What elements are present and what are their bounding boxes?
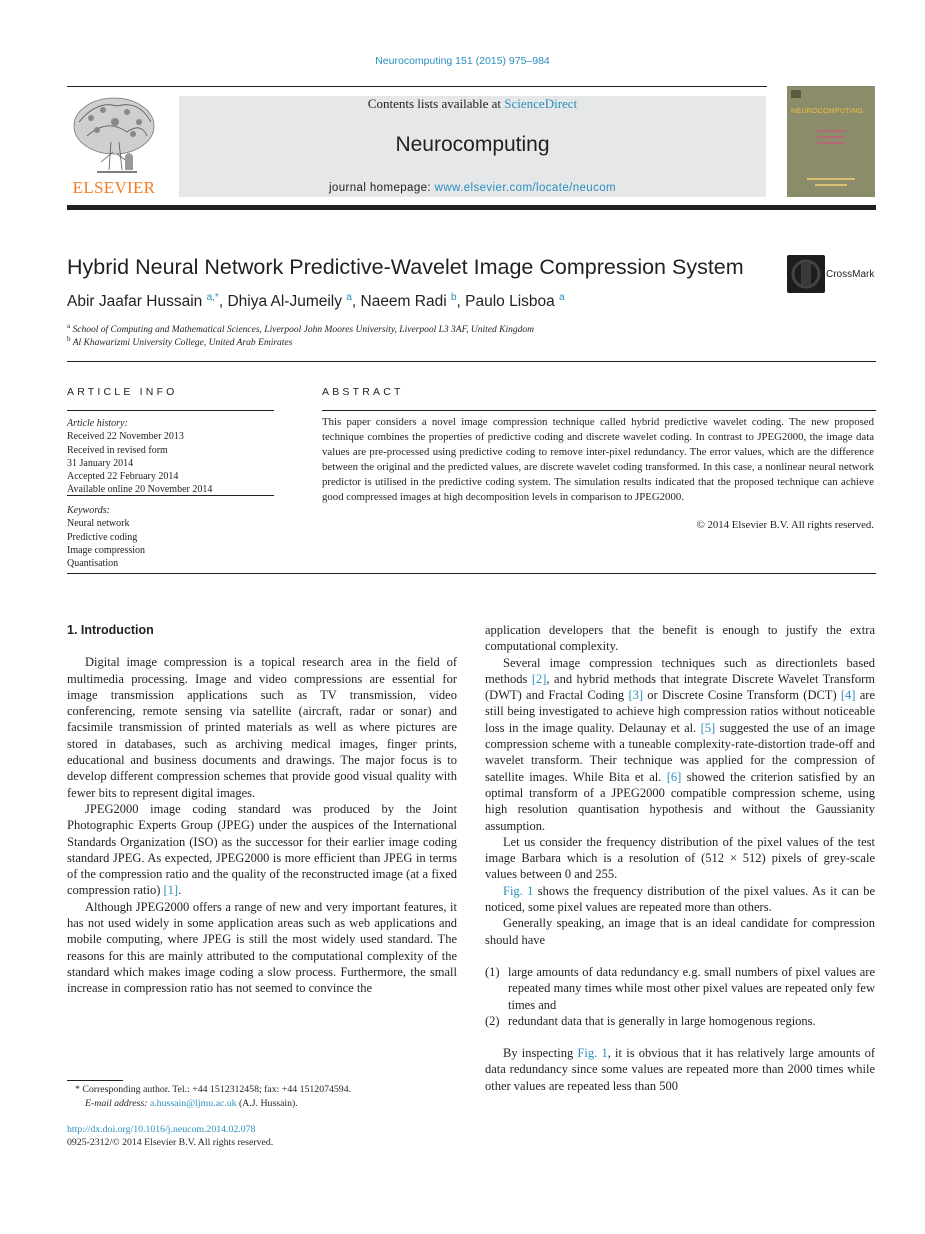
email-suffix: (A.J. Hussain). (236, 1098, 298, 1109)
homepage-line (179, 182, 766, 194)
history-item: 31 January 2014 (67, 457, 134, 469)
author-affiliation-marker[interactable]: a (346, 292, 352, 303)
paragraph-text: or Discrete Cosine Transform (DCT) (643, 688, 841, 703)
history-label: Article history: (67, 418, 128, 429)
body-left-column (67, 622, 457, 997)
section-heading-introduction: 1. Introduction (67, 623, 154, 637)
elsevier-tree-icon (67, 92, 161, 178)
paragraph-text: , it is obvious that it has relatively large amounts of data redundancy since some values are repeated more than 2000 times while other values are repeated less than 500 (485, 1046, 875, 1093)
spacer (485, 1029, 875, 1045)
abstract-heading: ABSTRACT (322, 386, 404, 398)
paragraph-text: Several image compression techniques such as directionlets based methods (485, 655, 875, 686)
body-right-column (485, 622, 875, 1094)
separator: , (218, 293, 228, 311)
body-paragraph (485, 883, 875, 916)
publisher-name: ELSEVIER (72, 178, 156, 197)
citation-link[interactable]: [2] (531, 671, 547, 686)
citation-link[interactable]: [3] (628, 688, 644, 703)
list-text: redundant data that is generally in large homogenous regions. (508, 1013, 816, 1028)
body-paragraph: Generally speaking, an image that is an ideal candidate for compression should have (485, 916, 875, 947)
history-item: Received in revised form (67, 444, 168, 456)
corresponding-author-note: * Corresponding author. Tel.: +44 1512312458; fax: +44 1512074594. (75, 1084, 352, 1095)
body-paragraph: application developers that the benefit is enough to justify the extra computational complexity. (485, 623, 875, 654)
email-label: E-mail address: (85, 1098, 150, 1109)
journal-cover-image[interactable] (787, 86, 875, 197)
abstract-copyright: © 2014 Elsevier B.V. All rights reserved. (696, 519, 874, 531)
affiliation-marker: b (67, 335, 71, 343)
body-paragraph: JPEG2000 image coding standard was produced by the Joint Photographic Experts Group (JPEG) under the auspices of the International Standards Organization (ISO) as the successor for their earlier image coding standard JPEG. As expected, JPEG2000 is more efficient than JPEG in terms of the compression ratio and the quality of the reconstructed image (at a fixed compression ratio) [1]. (67, 801, 457, 898)
body-paragraph (485, 1045, 875, 1094)
body-paragraph (485, 655, 875, 834)
affiliation-a (67, 322, 534, 335)
crossmark-button[interactable] (787, 255, 825, 293)
elsevier-logo[interactable] (67, 92, 161, 198)
history-item: Accepted 22 February 2014 (67, 471, 179, 483)
header-rule (67, 86, 767, 87)
issn-line: 0925-2312/© 2014 Elsevier B.V. All rights reserved. (67, 1137, 274, 1148)
body-paragraph: Although JPEG2000 offers a range of new and very important features, it has not used widely in some application areas such as web applications and mobile computing, where JPEG is still the most widely used standard. The reasons for this are mainly attributed to the computational complexity of the standard which makes image coding a slow process. Furthermore, the small increase in compression ratio has not seemed to convince the (67, 899, 457, 996)
abstract-rule (322, 410, 876, 411)
author-affiliation-marker[interactable]: b (450, 292, 457, 303)
author-list (67, 292, 565, 311)
body-paragraph: Let us consider the frequency distribution of the pixel values of the test image Barbara which is a resolution of (512 × 512) pixels of grey-scale values between 0 and 255. (485, 834, 875, 882)
article-history (67, 417, 274, 497)
paragraph-text: By inspecting (503, 1046, 578, 1061)
separator: , (351, 293, 361, 311)
history-item: Received 22 November 2013 (67, 431, 184, 443)
list-number: (2) (485, 1013, 500, 1028)
affiliation-text: School of Computing and Mathematical Sciences, Liverpool John Moores University, Liverpool L3 3AF, United Kingdom (72, 325, 534, 336)
paragraph-text: shows the frequency distribution of the pixel values. As it can be noticed, some pixel values are repeated more than others. (485, 883, 875, 915)
crossmark-icon (787, 255, 825, 293)
homepage-link[interactable]: www.elsevier.com/locate/neucom (434, 182, 617, 194)
cover-pattern-icon (787, 86, 875, 197)
sciencedirect-link[interactable]: ScienceDirect (504, 96, 578, 111)
email-note (85, 1098, 298, 1109)
history-item: Available online 20 November 2014 (67, 484, 213, 496)
paragraph-text: suggested the use of an image compression scheme with a tuneable complexity-rate-distortion trade-off and wavelet transform. Their technique was applied for the compression of satellite images. While Bita et al. (485, 720, 875, 784)
email-link[interactable]: a.hussain@ljmu.ac.uk (149, 1098, 237, 1109)
author-affiliation-marker[interactable]: a (559, 292, 565, 303)
keywords-block (67, 504, 274, 570)
keywords-rule (67, 495, 274, 496)
contents-prefix: Contents lists available at (367, 96, 505, 111)
abstract-text: This paper considers a novel image compression technique called hybrid predictive wavelet coding. The new proposed technique combines the properties of predictive coding and discrete wavelet coding. In contrast to JPEG2000, the image data values are pre-processed using predictive coding to remove inter-pixel redundancy. The error values, which are the difference between the original and the predicted values, are discrete wavelet coding transformed. In this case, a nonlinear neural network predictor is utilised in the predictive coding system. The simulation results indicated that the proposed technique can achieve good compressed images at high decomposition levels in comparison to JPEG2000. (322, 416, 874, 503)
author-name[interactable]: Paulo Lisboa (465, 293, 555, 311)
affiliation-text: Al Khawarizmi University College, United Arab Emirates (72, 338, 293, 349)
author-affiliation-marker[interactable]: a,* (206, 292, 219, 303)
footnote-rule (67, 1080, 123, 1081)
article-title: Hybrid Neural Network Predictive-Wavelet Image Compression System (67, 255, 744, 279)
keyword-item[interactable]: Quantisation (67, 558, 119, 570)
citation-link[interactable]: [6] (666, 769, 682, 784)
paragraph-text: JPEG2000 image coding standard was produced by the Joint Photographic Experts Group (JPEG) under the auspices of the International Standards Organization (ISO) as the successor for their earlier image coding standard JPEG. As expected, JPEG2000 is more efficient than JPEG in terms of the compression ratio and the quality of the reconstructed image (at a fixed compression ratio) (67, 801, 457, 898)
spacer (485, 948, 875, 964)
keyword-item[interactable]: Predictive coding (67, 531, 138, 543)
journal-name: Neurocomputing (395, 133, 550, 156)
body-paragraph: Digital image compression is a topical research area in the field of multimedia processing. Image and video compressions are essential for image transmission applications such as TV transmission, video conferencing, remote sensing via satellite (aircraft, radar or sonar) and facsimile transmission of printed materials as well as where pictures are stored in databases, such as archiving medical images, finger prints, educational and business documents and drawings. The major focus is to develop different compression schemes that provide good visual quality with fewer bits to represent digital images. (67, 655, 457, 800)
paragraph-text: showed the criterion satisfied by an optimal transform of a JPEG2000 compatible compression scheme, using high resolution quantisation hypothesis and without the Gaussianity assumption. (485, 769, 875, 833)
front-matter-rule (67, 573, 876, 574)
citation-link[interactable]: [1] (163, 883, 179, 898)
figure-link[interactable]: Fig. 1 (503, 883, 534, 898)
list-item (485, 1013, 875, 1029)
affiliation-b (67, 335, 292, 348)
cover-title: NEUROCOMPUTING (791, 108, 864, 115)
list-number: (1) (485, 964, 500, 979)
spacer (67, 638, 457, 654)
citation-link[interactable]: [5] (700, 720, 716, 735)
keywords-label: Keywords: (67, 505, 110, 516)
citation-link[interactable]: [4] (840, 688, 856, 703)
journal-masthead (179, 96, 766, 197)
title-block-rule (67, 361, 876, 362)
paragraph-text: , and hybrid methods that integrate Discrete Wavelet Transform (DWT) and Fractal Coding (485, 671, 875, 703)
separator: , (456, 293, 466, 311)
paragraph-text: are still being investigated to achieve high compression ratios without noticeable loss in the image quality. Delaunay et al. (485, 688, 875, 735)
doi-link[interactable]: http://dx.doi.org/10.1016/j.neucom.2014.02.078 (67, 1124, 256, 1135)
figure-link[interactable]: Fig. 1 (577, 1046, 608, 1061)
keyword-item[interactable]: Image compression (67, 544, 146, 556)
keyword-item[interactable]: Neural network (67, 518, 130, 530)
affiliation-marker: a (67, 322, 71, 330)
article-info-heading: ARTICLE INFO (67, 386, 178, 398)
header-thick-rule (67, 205, 876, 210)
homepage-prefix: journal homepage: (328, 182, 435, 194)
list-item (485, 964, 875, 1013)
list-text: large amounts of data redundancy e.g. small numbers of pixel values are repeated many times while most other pixel values are repeated only few times and (508, 964, 875, 1012)
journal-reference[interactable]: Neurocomputing 151 (2015) 975–984 (375, 55, 550, 67)
author-name[interactable]: Abir Jaafar Hussain (67, 293, 203, 311)
author-name[interactable]: Naeem Radi (360, 293, 447, 311)
article-info-rule (67, 410, 274, 411)
contents-line (179, 96, 766, 112)
crossmark-label[interactable]: CrossMark (826, 269, 875, 280)
author-name[interactable]: Dhiya Al-Jumeily (227, 293, 342, 311)
